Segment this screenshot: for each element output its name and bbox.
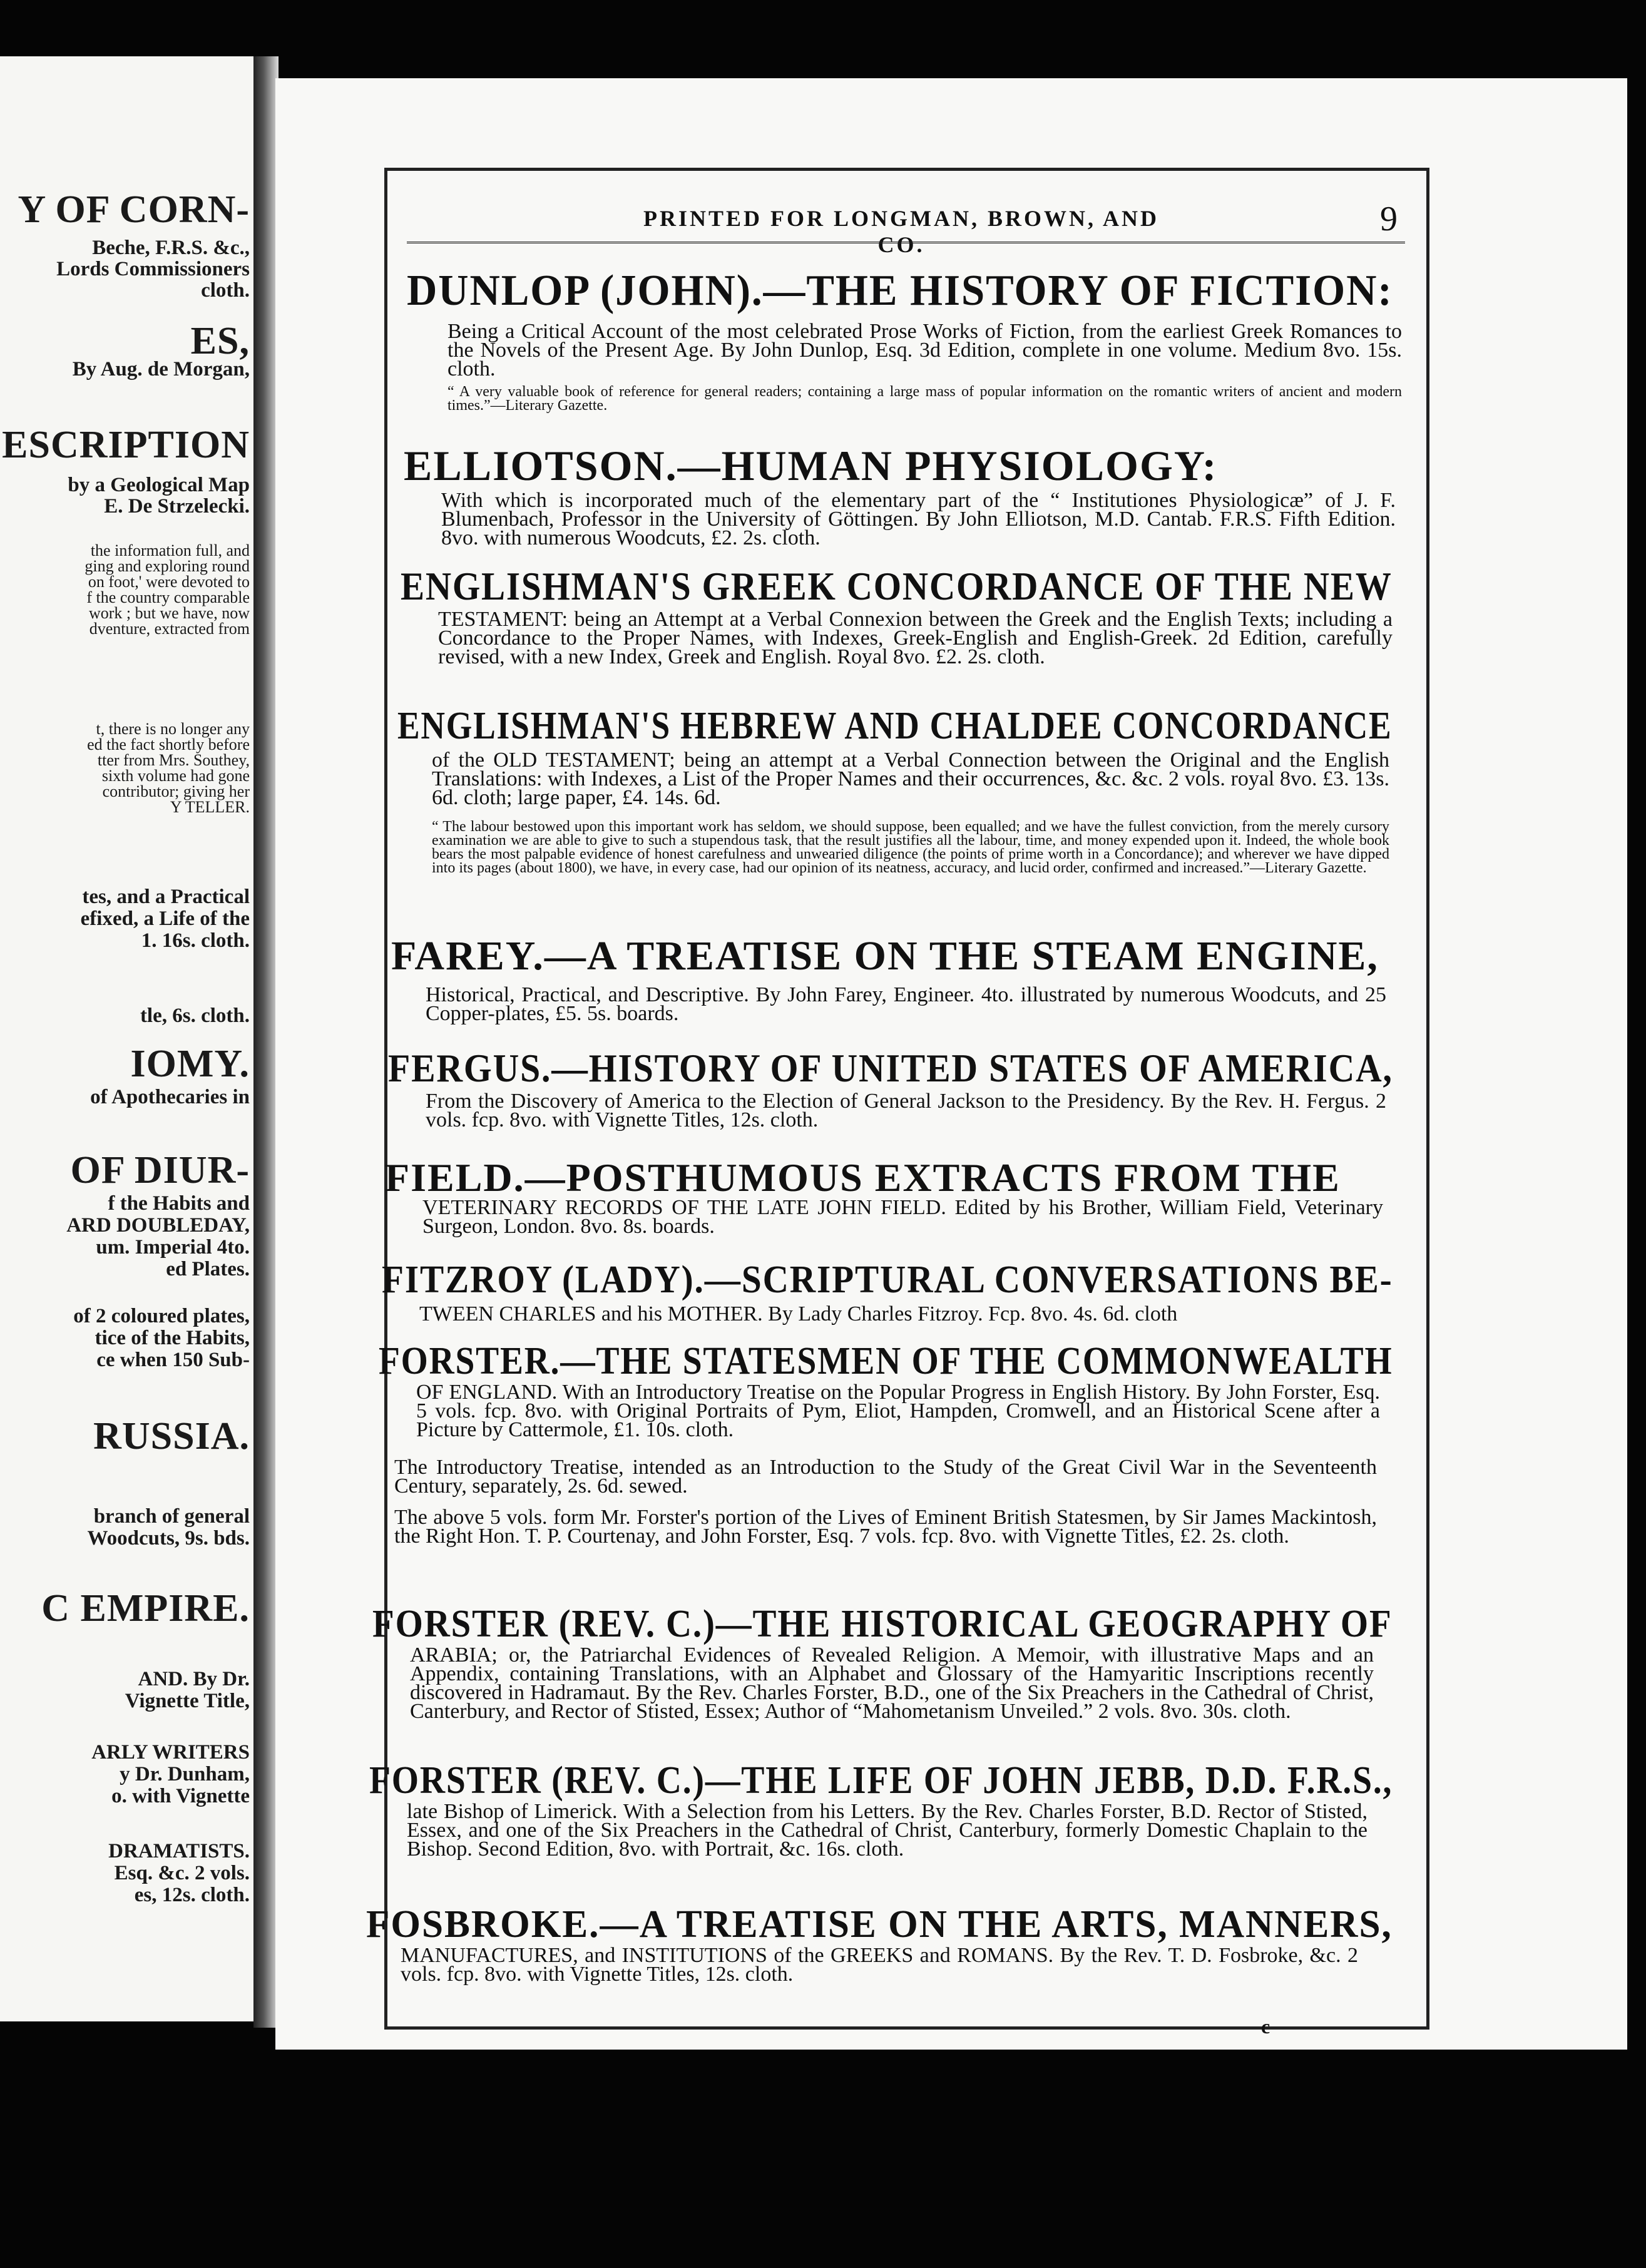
entry-title-dunlop: DUNLOP (JOHN).—THE HISTORY OF FICTION: <box>407 267 1393 315</box>
left-page-line: Vignette Title, <box>125 1690 250 1712</box>
left-page-line: f the country comparable <box>86 588 250 606</box>
entry-title-field: FIELD.—POSTHUMOUS EXTRACTS FROM THE <box>385 1155 1341 1200</box>
left-page-line: Beche, F.R.S. &c., <box>92 237 250 259</box>
entry-title-fergus: FERGUS.—HISTORY OF UNITED STATES OF AMERICA, <box>388 1046 1393 1090</box>
left-page-line: work ; but we have, now <box>88 604 250 622</box>
left-page-line: DRAMATISTS. <box>108 1840 250 1862</box>
entry-title-hebrew-concordance: ENGLISHMAN'S HEBREW AND CHALDEE CONCORDANCE <box>397 705 1393 747</box>
left-page-line: ging and exploring round <box>84 557 250 575</box>
left-page-line: o. with Vignette <box>111 1785 250 1807</box>
left-page-line: ed Plates. <box>166 1258 250 1280</box>
left-page-line: Y OF CORN- <box>18 188 250 231</box>
left-page-line: Esq. &c. 2 vols. <box>114 1862 250 1884</box>
left-facing-page <box>0 56 253 2021</box>
left-page-line: of 2 coloured plates, <box>73 1305 250 1327</box>
left-page-line: y Dr. Dunham, <box>120 1763 250 1785</box>
left-page-line: AND. By Dr. <box>138 1668 250 1690</box>
entry-title-greek-concordance: ENGLISHMAN'S GREEK CONCORDANCE OF THE NEW <box>401 564 1393 608</box>
entry-body-forster-lives: The above 5 vols. form Mr. Forster's portion of the Lives of Eminent British Statesmen, by Sir James Mackintosh, the Right Hon. T. P. Courtenay, and John Forster, Esq. 7 vols. fcp. 8vo. with Vignette Titles, £2. 2s. cloth. <box>394 1506 1377 1548</box>
left-page-line: ARLY WRITERS <box>91 1741 250 1764</box>
left-page-line: OF DIUR- <box>70 1149 250 1192</box>
left-page-line: sixth volume had gone <box>101 767 250 785</box>
left-page-line: Lords Commissioners <box>56 258 250 280</box>
entry-body-forster-introductory: The Introductory Treatise, intended as an Introduction to the Study of the Great Civil War in the Seventeenth Century, separately, 2s. 6d. sewed. <box>394 1456 1377 1498</box>
left-page-line: es, 12s. cloth. <box>134 1884 250 1906</box>
entry-body-forster-jebb: late Bishop of Limerick. With a Selection from his Letters. By the Rev. Charles Forster, B.D. Rector of Stisted, Essex, and one of the Six Preachers in the Cathedral of Christ, Canterbury, formerly Domestic Chaplain to the Bishop. Second Edition, 8vo. with Portrait, &c. 16s. cloth. <box>407 1800 1367 1861</box>
left-page-line: ce when 150 Sub- <box>96 1349 250 1371</box>
left-page-line: the information full, and <box>90 541 250 559</box>
left-page-line: contributor; giving her <box>102 782 250 800</box>
left-page-line: dventure, extracted from <box>89 620 250 638</box>
left-page-line: branch of general <box>93 1505 250 1528</box>
entry-title-fitzroy: FITZROY (LADY).—SCRIPTURAL CONVERSATIONS BE- <box>382 1259 1393 1301</box>
entry-body-farey: Historical, Practical, and Descriptive. By John Farey, Engineer. 4to. illustrated by numerous Woodcuts, and 25 Copper-plates, £5. 5s. boards. <box>426 983 1386 1025</box>
left-page-line: efixed, a Life of the <box>80 907 250 930</box>
left-page-line: of Apothecaries in <box>90 1086 250 1108</box>
left-page-line: ARD DOUBLEDAY, <box>66 1214 250 1237</box>
left-page-line: C EMPIRE. <box>41 1587 250 1630</box>
left-page-line: tter from Mrs. Southey, <box>97 751 250 769</box>
left-page-line: ESCRIPTION <box>2 424 250 466</box>
entry-body-forster-arabia: ARABIA; or, the Patriarchal Evidences of Revealed Religion. A Memoir, with illustrative Maps and an Appendix, containing Translations, with an Alphabet and Glossary of the Hamyaritic Inscriptions recently discovered in Hadramaut. By the Rev. Charles Forster, B.D., one of the Six Preachers in the Cathedral of Christ, Canterbury, and Rector of Stisted, Essex; Author of “Mahometanism Unveiled.” 2 vols. 8vo. 30s. cloth. <box>410 1643 1374 1723</box>
left-page-line: um. Imperial 4to. <box>96 1236 250 1259</box>
entry-title-forster-jebb: FORSTER (REV. C.)—THE LIFE OF JOHN JEBB, D.D. F.R.S., <box>369 1759 1393 1802</box>
left-page-line: 1. 16s. cloth. <box>141 929 250 952</box>
left-page-line: By Aug. de Morgan, <box>72 358 250 381</box>
entry-body-greek-concordance: TESTAMENT: being an Attempt at a Verbal Connexion between the Greek and the English Texts; including a Concordance to the Proper Names, with Indexes, Greek-English and English-Greek. 2d Edition, carefully revised, with a new Index, Greek and English. Royal 8vo. £2. 2s. cloth. <box>438 608 1393 668</box>
entry-body-fosbroke: MANUFACTURES, and INSTITUTIONS of the GREEKS and ROMANS. By the Rev. T. D. Fosbroke, &c. 2 vols. fcp. 8vo. with Vignette Titles, 12s. cloth. <box>401 1944 1358 1986</box>
entry-body-fitzroy: TWEEN CHARLES and his MOTHER. By Lady Charles Fitzroy. Fcp. 8vo. 4s. 6d. cloth <box>419 1302 1178 1326</box>
left-page-line: tice of the Habits, <box>95 1327 250 1349</box>
entry-title-forster-arabia: FORSTER (REV. C.)—THE HISTORICAL GEOGRAPHY OF <box>372 1603 1393 1645</box>
entry-title-forster-statesmen: FORSTER.—THE STATESMEN OF THE COMMONWEALTH <box>379 1340 1393 1382</box>
entry-title-fosbroke: FOSBROKE.—A TREATISE ON THE ARTS, MANNERS, <box>366 1903 1393 1946</box>
signature-mark: c <box>1261 2015 1270 2038</box>
left-page-line: t, there is no longer any <box>96 720 250 738</box>
running-header: PRINTED FOR LONGMAN, BROWN, AND CO. <box>643 206 1159 257</box>
entry-body-hebrew-concordance: of the OLD TESTAMENT; being an attempt at a Verbal Connection between the Original and the English Translations: with Indexes, a List of the Proper Names and their occurrences, &c. &c. 2 vols. royal 8vo. £3. 13s. 6d. cloth; large paper, £4. 14s. 6d. <box>432 748 1389 809</box>
left-page-line: f the Habits and <box>108 1192 250 1215</box>
book-gutter <box>253 56 279 2028</box>
entry-body-dunlop: Being a Critical Account of the most celebrated Prose Works of Fiction, from the earliest Greek Romances to the Novels of the Present Age. By John Dunlop, Esq. 3d Edition, complete in one volume. Medium 8vo. 15s. cloth. <box>447 320 1402 381</box>
entry-quote-hebrew-concordance: “ The labour bestowed upon this important work has seldom, we should suppose, been equalled; and we have the fullest conviction, from the merely cursory examination we are able to give to such a stupendous task, that the result justifies all the labour, time, and money expended upon it. Indeed, the whole book bears the most palpable evidence of honest carefulness and unwearied diligence (the points of prime worth in a Concordance); and wherever we have dipped into its pages (about 1800), we have, in every case, had our opinion of its neatness, accuracy, and lucid order, confirmed and increased.”—Literary Gazette. <box>432 819 1389 876</box>
left-page-line: IOMY. <box>130 1043 250 1085</box>
entry-quote-dunlop: “ A very valuable book of reference for general readers; containing a large mass of popular information on the romantic writers of ancient and modern times.”—Literary Gazette. <box>447 384 1402 414</box>
entry-title-elliotson: ELLIOTSON.—HUMAN PHYSIOLOGY: <box>404 442 1218 489</box>
left-page-line: E. De Strzelecki. <box>104 495 250 518</box>
left-page-line: Woodcuts, 9s. bds. <box>87 1527 250 1550</box>
entry-title-farey: FAREY.—A TREATISE ON THE STEAM ENGINE, <box>391 933 1379 979</box>
entry-body-elliotson: With which is incorporated much of the elementary part of the “ Institutiones Physiologicæ” of J. F. Blumenbach, Professor in the University of Göttingen. By John Elliotson, M.D. Cantab. F.R.S. Fifth Edition. 8vo. with numerous Woodcuts, £2. 2s. cloth. <box>441 489 1396 549</box>
entry-body-field: VETERINARY RECORDS OF THE LATE JOHN FIELD. Edited by his Brother, William Field, Veterinary Surgeon, London. 8vo. 8s. boards. <box>422 1196 1383 1238</box>
left-page-line: tes, and a Practical <box>82 886 250 908</box>
left-page-line: ES, <box>190 320 250 362</box>
left-page-line: cloth. <box>201 279 250 302</box>
left-page-line: Y TELLER. <box>170 798 250 816</box>
entry-body-fergus: From the Discovery of America to the Election of General Jackson to the Presidency. By the Rev. H. Fergus. 2 vols. fcp. 8vo. with Vignette Titles, 12s. cloth. <box>426 1090 1386 1131</box>
left-page-line: tle, 6s. cloth. <box>140 1004 250 1027</box>
left-page-line: ed the fact shortly before <box>87 735 250 753</box>
entry-body-forster-statesmen: OF ENGLAND. With an Introductory Treatise on the Popular Progress in English History. By John Forster, Esq. 5 vols. fcp. 8vo. with Original Portraits of Pym, Eliot, Hampden, Cromwell, and an Historical Scene after a Picture by Cattermole, £1. 10s. cloth. <box>416 1381 1380 1441</box>
header-rule <box>407 242 1405 247</box>
page-number: 9 <box>1380 200 1398 238</box>
left-page-line: RUSSIA. <box>93 1415 250 1458</box>
left-page-line: on foot,' were devoted to <box>88 573 250 591</box>
left-page-line: by a Geological Map <box>68 474 250 496</box>
